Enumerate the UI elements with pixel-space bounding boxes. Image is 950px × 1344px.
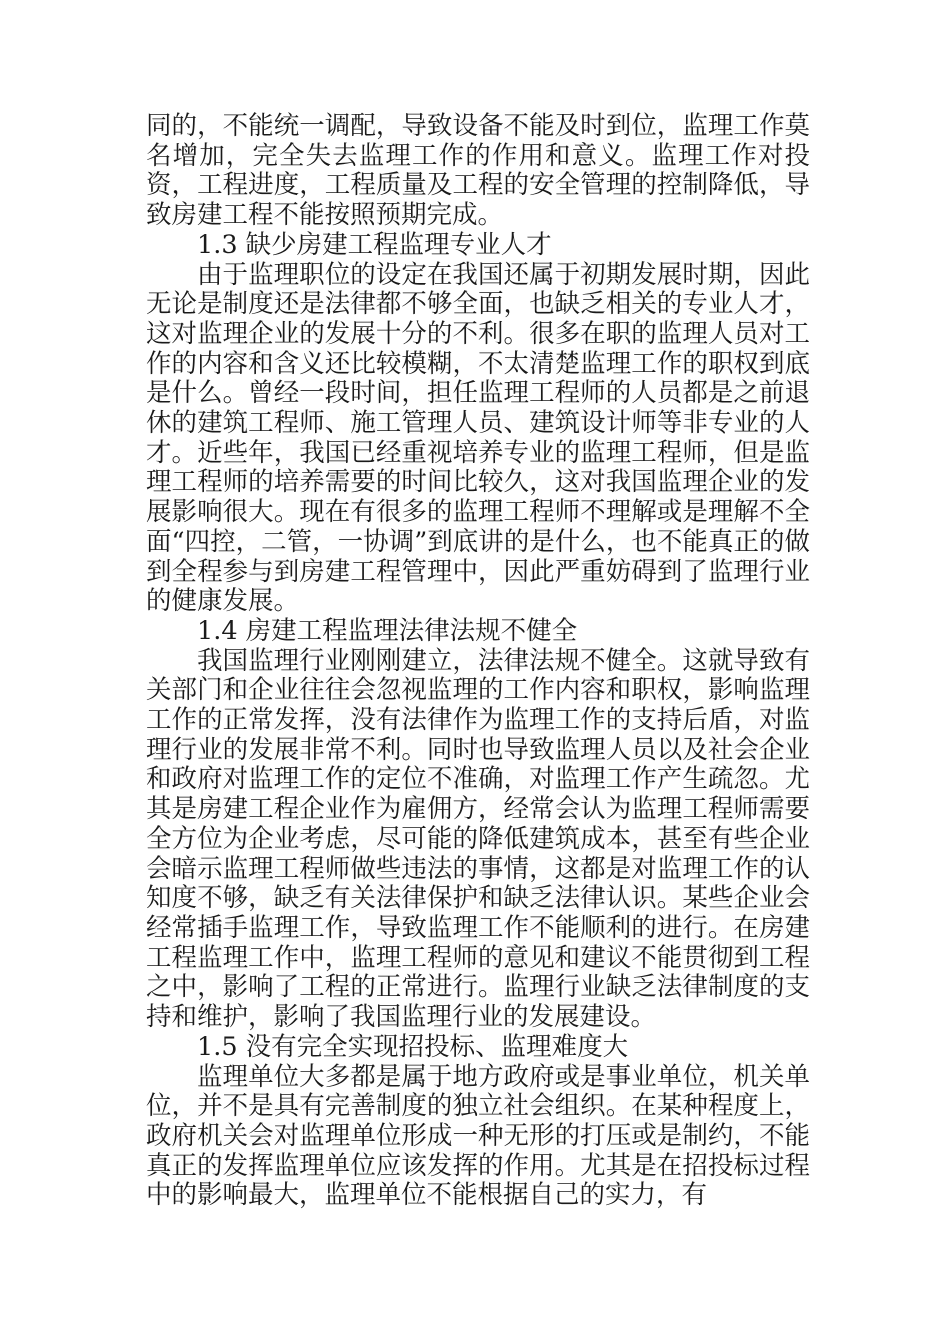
section-heading-1-3: 1.3 缺少房建工程监理专业人才: [197, 229, 552, 260]
paragraph-continuation: 同的，不能统一调配，导致设备不能及时到位，监理工作莫名增加，完全失去监理工作的作用和意义。监理工作对投资，工程进度，工程质量及工程的安全管理的控制降低，导致房建工程不能按照预期完成。: [146, 111, 810, 231]
paragraph-1-3: 由于监理职位的设定在我国还属于初期发展时期，因此无论是制度还是法律都不够全面，也缺乏相关的专业人才，这对监理企业的发展十分的不利。很多在职的监理人员对工作的内容和含义还比较模糊，不太清楚监理工作的职权到底是什么。曾经一段时间，担任监理工程师的人员都是之前退休的建筑工程师、施工管理人员、建筑设计师等非专业的人才。近些年，我国已经重视培养专业的监理工程师，但是监理工程师的培养需要的时间比较久，这对我国监理企业的发展影响很大。现在有很多的监理工程师不理解或是理解不全面“四控，二管，一协调”到底讲的是什么，也不能真正的做到全程参与到房建工程管理中，因此严重妨碍到了监理行业的健康发展。: [146, 259, 810, 617]
section-heading-1-4: 1.4 房建工程监理法律法规不健全: [197, 615, 578, 646]
document-body: [146, 112, 810, 1211]
section-heading-1-5: 1.5 没有完全实现招投标、监理难度大: [197, 1031, 629, 1062]
paragraph-1-5: 监理单位大多都是属于地方政府或是事业单位，机关单位，并不是具有完善制度的独立社会组织。在某种程度上，政府机关会对监理单位形成一种无形的打压或是制约，不能真正的发挥监理单位应该发挥的作用。尤其是在招投标过程中的影响最大，监理单位不能根据自己的实力，有: [146, 1061, 810, 1211]
paragraph-1-4: 我国监理行业刚刚建立，法律法规不健全。这就导致有关部门和企业往往会忽视监理的工作内容和职权，影响监理工作的正常发挥，没有法律作为监理工作的支持后盾，对监理行业的发展非常不利。同时也导致监理人员以及社会企业和政府对监理工作的定位不准确，对监理工作产生疏忽。尤其是房建工程企业作为雇佣方，经常会认为监理工程师需要全方位为企业考虑，尽可能的降低建筑成本，甚至有些企业会暗示监理工程师做些违法的事情，这都是对监理工作的认知度不够，缺乏有关法律保护和缺乏法律认识。某些企业会经常插手监理工作，导致监理工作不能顺利的进行。在房建工程监理工作中，监理工程师的意见和建议不能贯彻到工程之中，影响了工程的正常进行。监理行业缺乏法律制度的支持和维护，影响了我国监理行业的发展建设。: [146, 645, 810, 1033]
